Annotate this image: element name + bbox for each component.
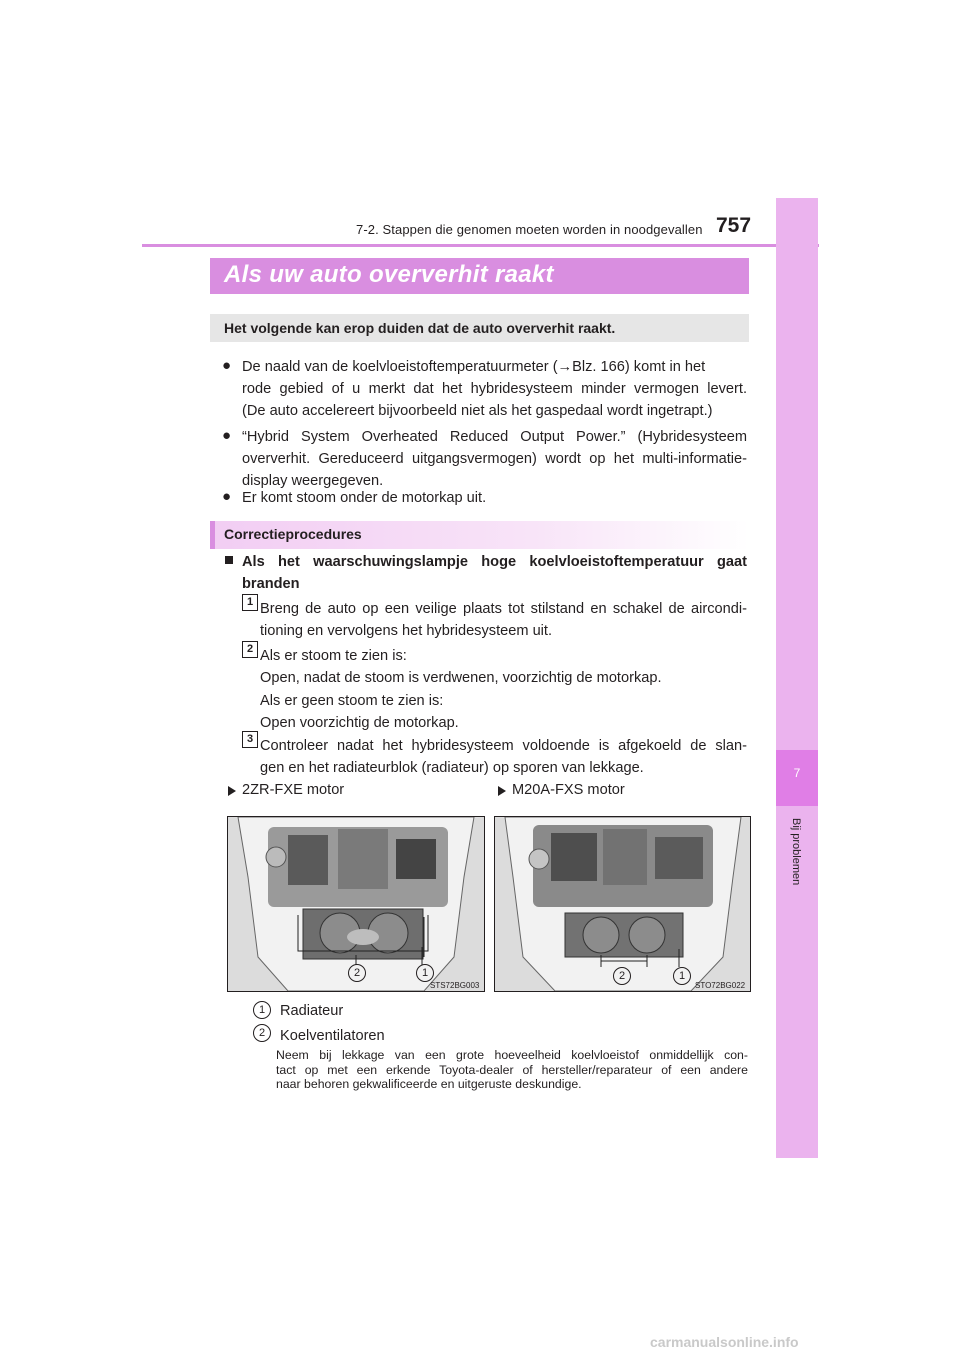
step-text (260, 598, 747, 642)
page-number: 757 (716, 214, 752, 237)
chapter-number: 7 (793, 766, 801, 780)
callout-1: 1 (416, 964, 434, 982)
symptom-item (242, 426, 747, 492)
text-line: Er komt stoom onder de motorkap uit. (242, 490, 487, 506)
engine-photo-m20a (494, 816, 751, 992)
procedures-heading: Correctieprocedures (224, 526, 362, 542)
callout-2: 2 (613, 967, 631, 985)
engine-photo-2zr (227, 816, 485, 992)
bullet-icon: ● (222, 488, 232, 505)
text-line: Open voorzichtig de motorkap. (260, 715, 459, 731)
text-line: Neem bij lekkage van een grote hoeveelheid koelvloeistof onmiddellijk con- (276, 1048, 748, 1062)
bullet-icon: ● (222, 427, 232, 444)
legend-number: 1 (253, 1001, 271, 1019)
step-text (260, 735, 747, 779)
symptom-item (242, 487, 747, 509)
step-number-box: 1 (242, 594, 258, 611)
legend-number: 2 (253, 1024, 271, 1042)
text-line: Als het waarschuwingslampje hoge koelvloeistoftemperatuur gaat (242, 554, 747, 570)
procedures-heading-accent (210, 521, 215, 549)
text-line: gen en het radiateurblok (radiateur) op sporen van lekkage. (260, 760, 644, 776)
text-line: display weergegeven. (242, 473, 384, 489)
procedures-subheading (242, 551, 747, 595)
step-number-box: 3 (242, 731, 258, 748)
text-line: De naald van de koelvloeistoftemperatuurmeter (→Blz. 166) komt in het (242, 359, 706, 375)
header-divider (142, 244, 819, 247)
arrow-right-icon (228, 786, 236, 796)
chapter-label-text: Bij problemen (790, 818, 802, 886)
figure-code: STO72BG022 (695, 981, 746, 990)
text-line: tact op met een erkende Toyota-dealer of hersteller/reparateur of een andere (276, 1062, 748, 1077)
chapter-label (776, 818, 818, 898)
arrow-right-icon (498, 786, 506, 796)
text-line: tioning en vervolgens het hybridesysteem uit. (260, 623, 553, 639)
text-line: branden (242, 576, 300, 592)
figure-label: M20A-FXS motor (512, 782, 625, 798)
text-line: Als er stoom te zien is: (260, 648, 407, 664)
bullet-icon: ● (222, 357, 232, 374)
symptoms-heading: Het volgende kan erop duiden dat de auto oververhit raakt. (224, 320, 616, 336)
text-line: Als er geen stoom te zien is: (260, 693, 444, 709)
watermark: carmanualsonline.info (650, 1334, 799, 1350)
text-line: oververhit. Gereduceerd uitgangsvermogen) wordt op het multi-informatie- (242, 451, 747, 467)
chapter-side-strip (776, 198, 818, 1158)
square-bullet-icon (225, 556, 233, 564)
text-line: “Hybrid System Overheated Reduced Output Power.” (Hybridesysteem (242, 429, 747, 445)
text-line: Open, nadat de stoom is verdwenen, voorzichtig de motorkap. (260, 670, 662, 686)
text-line: rode gebied of u merkt dat het hybridesysteem minder vermogen levert. (242, 381, 747, 397)
text-line: naar behoren gekwalificeerde en uitgeruste deskundige. (276, 1077, 582, 1091)
callout-1: 1 (673, 967, 691, 985)
text-line: Controleer nadat het hybridesysteem voldoende is afgekoeld de slan- (260, 738, 747, 754)
section-header: 7-2. Stappen die genomen moeten worden in noodgevallen (356, 222, 703, 237)
engine-illustration (495, 817, 750, 991)
leak-note (276, 1048, 748, 1092)
callout-2: 2 (348, 964, 366, 982)
legend-text: Radiateur (280, 1003, 344, 1019)
figure-code: STS72BG003 (430, 981, 480, 990)
text-line: Breng de auto op een veilige plaats tot stilstand en schakel de aircondi- (260, 601, 747, 617)
legend-text: Koelventilatoren (280, 1028, 385, 1044)
text-line: (De auto accelereert bijvoorbeeld niet als het gaspedaal wordt ingetrapt.) (242, 403, 713, 419)
step-text (260, 645, 747, 689)
step-number-box: 2 (242, 641, 258, 658)
figure-label: 2ZR-FXE motor (242, 782, 345, 798)
page-title: Als uw auto oververhit raakt (224, 261, 554, 288)
symptom-item (242, 356, 747, 422)
step-text-extra (260, 690, 747, 734)
